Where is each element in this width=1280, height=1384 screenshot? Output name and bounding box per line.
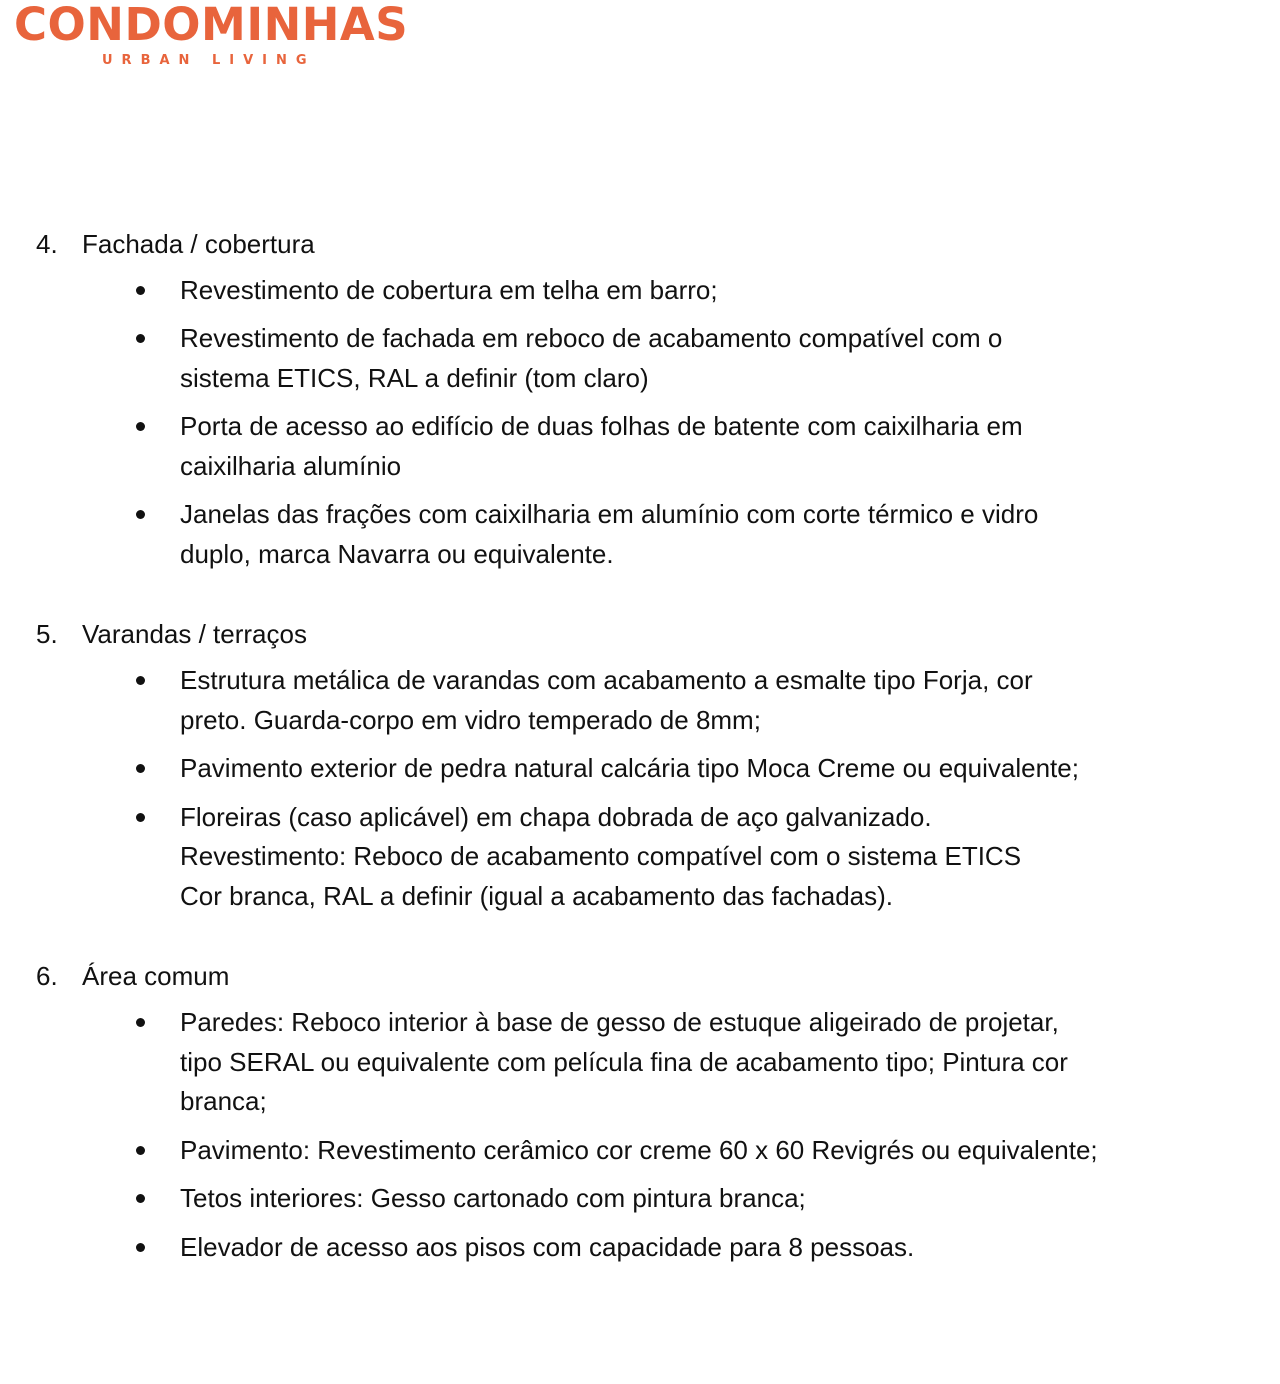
list-item (136, 1003, 1270, 1122)
document-section (0, 960, 1280, 1267)
section-heading (36, 618, 1280, 652)
brand-tagline: URBAN LIVING (102, 53, 316, 68)
section-number: 5. (36, 619, 58, 650)
list-item-line: Janelas das frações com caixilharia em alumínio com corte térmico e vidro (180, 499, 1039, 530)
list-item-line: Elevador de acesso aos pisos com capacidade para 8 pessoas. (180, 1231, 915, 1262)
brand-logo (14, 2, 484, 67)
list-item (136, 1179, 1270, 1219)
section-heading (36, 228, 1280, 262)
section-bullet-list (0, 661, 1280, 916)
section-spacer (0, 946, 1280, 960)
document-content (0, 228, 1280, 1267)
list-item-line: branca; (180, 1086, 267, 1117)
list-item (136, 1228, 1270, 1268)
section-heading (36, 960, 1280, 994)
list-item-line: Estrutura metálica de varandas com acabamento a esmalte tipo Forja, cor (180, 665, 1033, 696)
list-item-line: Porta de acesso ao edifício de duas folhas de batente com caixilharia em (180, 411, 1023, 442)
document-section (0, 618, 1280, 916)
list-item (136, 319, 1270, 398)
list-item-line: preto. Guarda-corpo em vidro temperado de 8mm; (180, 704, 761, 735)
list-item (136, 661, 1270, 740)
section-bullet-list (0, 1003, 1280, 1267)
section-title: Área comum (82, 961, 230, 992)
section-spacer (0, 604, 1280, 618)
section-number: 4. (36, 229, 58, 259)
section-title: Fachada / cobertura (82, 229, 315, 259)
list-item-line: Tetos interiores: Gesso cartonado com pintura branca; (180, 1183, 806, 1214)
brand-name: CONDOMINHAS (14, 0, 409, 51)
list-item (136, 495, 1270, 574)
list-item-line: Revestimento de cobertura em telha em barro; (180, 274, 718, 305)
list-item-line: caixilharia alumínio (180, 450, 402, 481)
document-section (0, 228, 1280, 574)
list-item-line: Paredes: Reboco interior à base de gesso de estuque aligeirado de projetar, (180, 1007, 1059, 1038)
list-item-line: Pavimento: Revestimento cerâmico cor creme 60 x 60 Revigrés ou equivalente; (180, 1134, 1098, 1165)
list-item (136, 271, 1270, 311)
list-item-line: Floreiras (caso aplicável) em chapa dobrada de aço galvanizado. (180, 801, 932, 832)
list-item-line: duplo, marca Navarra ou equivalente. (180, 538, 614, 569)
list-item (136, 407, 1270, 486)
list-item (136, 798, 1270, 917)
list-item-line: Revestimento de fachada em reboco de acabamento compatível com o (180, 323, 1003, 354)
list-item (136, 749, 1270, 789)
list-item-line: sistema ETICS, RAL a definir (tom claro) (180, 362, 649, 393)
list-item-line: Pavimento exterior de pedra natural calcária tipo Moca Creme ou equivalente; (180, 753, 1079, 784)
section-bullet-list (0, 271, 1280, 575)
list-item-line: Cor branca, RAL a definir (igual a acabamento das fachadas). (180, 880, 893, 911)
section-number: 6. (36, 961, 58, 992)
list-item (136, 1131, 1270, 1171)
list-item-line: tipo SERAL ou equivalente com película fina de acabamento tipo; Pintura cor (180, 1046, 1068, 1077)
list-item-line: Revestimento: Reboco de acabamento compatível com o sistema ETICS (180, 841, 1022, 872)
section-title: Varandas / terraços (82, 619, 307, 650)
